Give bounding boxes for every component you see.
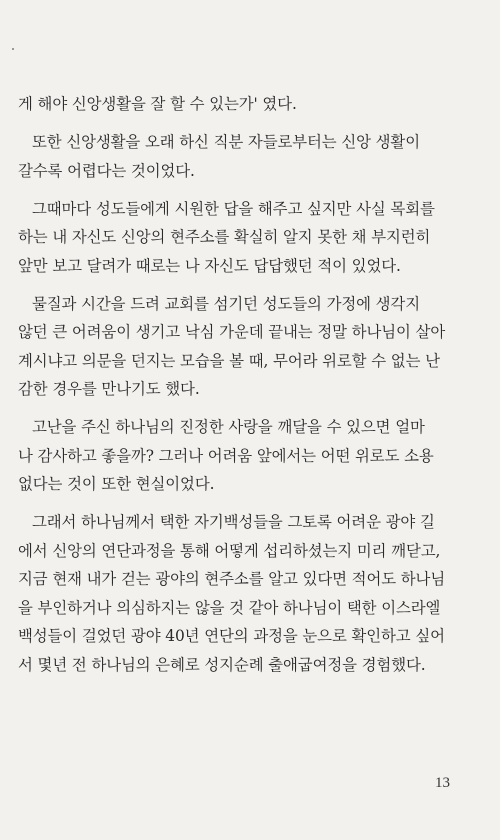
text-line: 물질과 시간을 드려 교회를 섬기던 성도들의 가정에 생각지	[32, 294, 420, 313]
text-line: 그래서 하나님께서 택한 자기백성들을 그토록 어려운 광야 길	[32, 513, 435, 531]
text-line: 나 감사하고 좋을까? 그러나 어려움 앞에서는 어떤 위로도 소용	[18, 446, 434, 465]
text-line: 않던 큰 어려움이 생기고 낙심 가운데 끝내는 정말 하나님이 살아	[18, 323, 446, 341]
text-line: 서 몇년 전 하나님의 은혜로 성지순례 출애굽여정을 경험했다.	[18, 655, 426, 674]
text-line: 게 해야 신앙생활을 잘 할 수 있는가' 였다.	[18, 95, 297, 113]
text-line: 하는 내 자신도 신앙의 현주소를 확실히 알지 못한 채 부지런히	[18, 228, 431, 246]
text-line: 을 부인하거나 의심하지는 않을 것 같아 하나님이 택한 이스라엘	[18, 598, 441, 617]
text-line: 지금 현재 내가 걷는 광야의 현주소를 알고 있다면 적어도 하나님	[18, 570, 446, 588]
text-line: 감한 경우를 만나기도 했다.	[18, 380, 200, 398]
text-line: 갈수록 어렵다는 것이었다.	[18, 161, 195, 180]
text-line: 없다는 것이 또한 현실이었다.	[18, 475, 215, 493]
body-text	[18, 90, 458, 679]
scan-speck	[12, 48, 14, 50]
text-line: 계시냐고 의문을 던지는 모습을 볼 때, 무어라 위로할 수 없는 난	[18, 351, 440, 370]
text-line: 에서 신앙의 연단과정을 통해 어떻게 섭리하셨는지 미리 깨닫고,	[18, 541, 441, 560]
text-line: 또한 신앙생활을 오래 하신 직분 자들로부터는 신앙 생활이	[32, 133, 420, 151]
text-line: 앞만 보고 달려가 때로는 나 자신도 답답했던 적이 있었다.	[18, 256, 401, 275]
text-line: 백성들이 걸었던 광야 40년 연단의 과정을 눈으로 확인하고 싶어	[18, 627, 445, 645]
page-number: 13	[435, 775, 450, 791]
text-line: 그때마다 성도들에게 시원한 답을 해주고 싶지만 사실 목회를	[32, 199, 435, 218]
text-line: 고난을 주신 하나님의 진정한 사랑을 깨달을 수 있으면 얼마	[32, 418, 425, 436]
